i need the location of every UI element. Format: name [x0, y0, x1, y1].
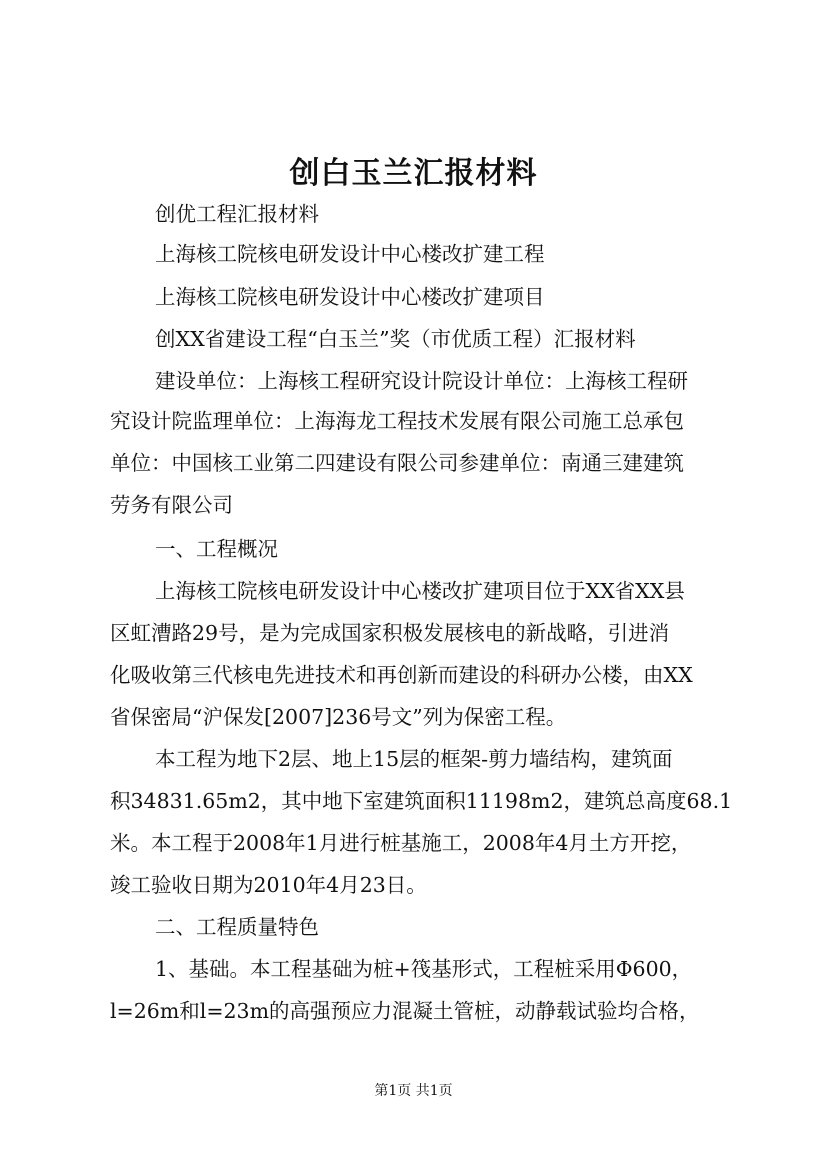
text-line: 本工程为地下2层、地上15层的框架-剪力墙结构，建筑面	[155, 747, 673, 771]
document-title: 创白玉兰汇报材料	[289, 156, 538, 191]
text-line: 竣工验收日期为2010年4月23日。	[110, 873, 427, 897]
text-line: 创优工程汇报材料	[155, 202, 319, 226]
page-footer: 第1页 共1页	[374, 1083, 453, 1099]
text-line: l=26m和l=23m的高强预应力混凝土管桩，动静载试验均合格，	[110, 999, 700, 1023]
text-line: 上海核工院核电研发设计中心楼改扩建工程	[155, 242, 545, 266]
text-line: 究设计院监理单位：上海海龙工程技术发展有限公司施工总承包	[110, 409, 684, 433]
text-line: 创XX省建设工程“白玉兰”奖（市优质工程）汇报材料	[155, 327, 636, 351]
text-line: 1、基础。本工程基础为桩+筏基形式，工程桩采用Φ600，	[155, 957, 693, 981]
text-line: 劳务有限公司	[110, 493, 233, 517]
text-line: 米。本工程于2008年1月进行桩基施工，2008年4月土方开挖，	[110, 831, 692, 855]
section-heading: 二、工程质量特色	[155, 915, 319, 939]
text-line: 上海核工院核电研发设计中心楼改扩建项目位于XX省XX县	[155, 579, 685, 603]
text-line: 化吸收第三代核电先进技术和再创新而建设的科研办公楼，由XX	[110, 663, 693, 687]
text-line: 上海核工院核电研发设计中心楼改扩建项目	[155, 285, 545, 309]
text-line: 单位：中国核工业第二四建设有限公司参建单位：南通三建建筑	[110, 451, 684, 475]
text-line: 省保密局“沪保发[2007]236号文”列为保密工程。	[110, 705, 567, 729]
text-line: 区虹漕路29号，是为完成国家积极发展核电的新战略，引进消	[110, 621, 670, 645]
text-line: 积34831.65m2，其中地下室建筑面积11198m2，建筑总高度68.1	[110, 789, 733, 813]
section-heading: 一、工程概况	[155, 537, 278, 561]
text-line: 建设单位：上海核工程研究设计院设计单位：上海核工程研	[155, 369, 688, 393]
